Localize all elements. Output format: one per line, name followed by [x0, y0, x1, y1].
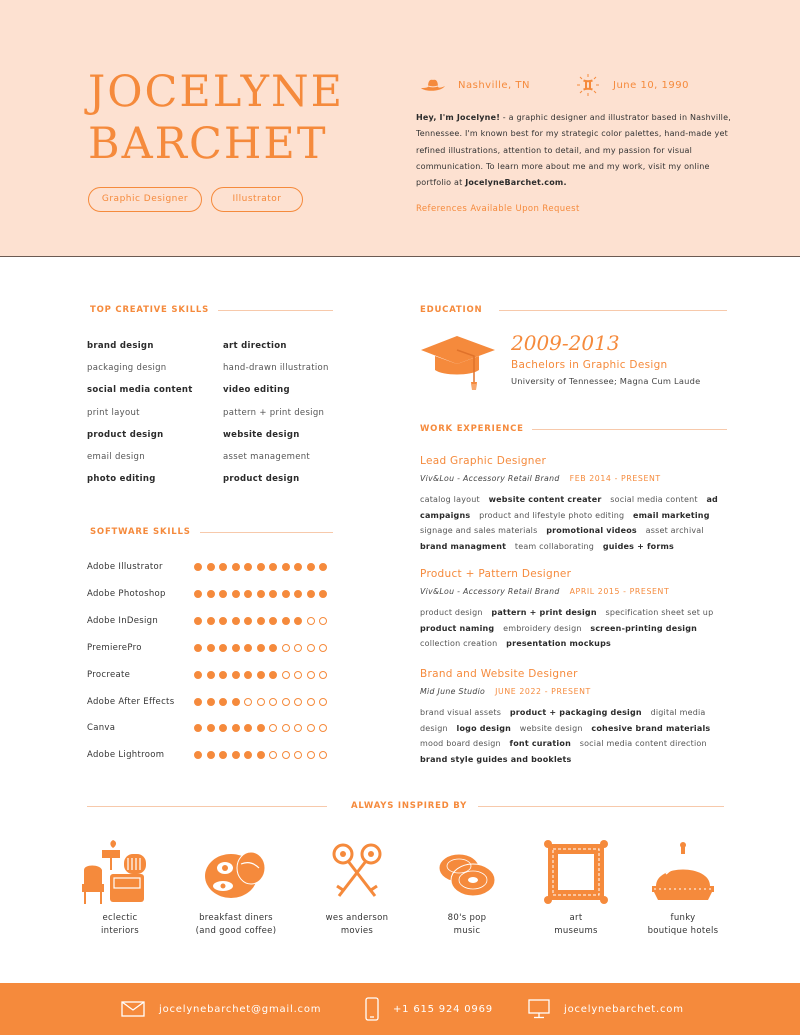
- responsibility-tag: embroidery design: [503, 623, 582, 633]
- skill-item: website design: [223, 429, 300, 440]
- level-dot-filled: [319, 590, 327, 598]
- level-dot-filled: [257, 751, 265, 759]
- skill-level-meter: [194, 617, 327, 625]
- level-dot-empty: [319, 644, 327, 652]
- level-dot-filled: [232, 751, 240, 759]
- responsibility-tag: promotional videos: [546, 526, 637, 536]
- level-dot-filled: [282, 563, 290, 571]
- birthday: [573, 76, 689, 94]
- level-dot-filled: [232, 698, 240, 706]
- inspired-divider-right: [478, 806, 724, 807]
- skill-item: product design: [223, 474, 300, 485]
- bio-paragraph: [416, 110, 736, 191]
- level-dot-filled: [269, 671, 277, 679]
- level-dot-empty: [282, 751, 290, 759]
- responsibility-tag: asset archival: [645, 526, 704, 536]
- level-dot-filled: [194, 644, 202, 652]
- level-dot-filled: [194, 751, 202, 759]
- skill-level-meter: [194, 563, 327, 571]
- phone-icon: [365, 997, 379, 1021]
- skill-item: art direction: [223, 341, 287, 351]
- footer-website[interactable]: [528, 983, 684, 1035]
- responsibility-tag: social media content direction: [579, 739, 707, 749]
- level-dot-empty: [282, 644, 290, 652]
- inspired-line1: breakfast diners: [199, 913, 273, 923]
- level-dot-filled: [207, 644, 215, 652]
- job-company: Mid June Studio: [420, 687, 486, 696]
- software-label: Canva: [87, 723, 116, 734]
- level-dot-empty: [294, 698, 302, 706]
- level-dot-empty: [319, 724, 327, 732]
- inspired-line1: art: [569, 913, 583, 923]
- software-label: Adobe InDesign: [87, 615, 159, 626]
- birthday-text: June 10, 1990: [613, 79, 689, 91]
- responsibility-tag: catalog layout: [420, 495, 480, 504]
- level-dot-filled: [194, 671, 202, 679]
- bio-greeting: Hey, I'm Jocelyne!: [416, 113, 501, 122]
- level-dot-filled: [194, 617, 202, 625]
- inspired-item: [60, 840, 180, 937]
- level-dot-empty: [307, 617, 315, 625]
- responsibility-tag: website design: [519, 723, 583, 733]
- skill-level-meter: [194, 751, 327, 759]
- level-dot-filled: [244, 590, 252, 598]
- inspired-line2: interiors: [101, 925, 139, 936]
- portfolio-link[interactable]: JocelyneBarchet.com.: [465, 178, 567, 188]
- skills-divider: [218, 310, 333, 311]
- skill-level-meter: [194, 644, 327, 652]
- level-dot-empty: [319, 617, 327, 625]
- job-dates: APRIL 2015 - PRESENT: [569, 587, 670, 596]
- interior-icon: [80, 840, 160, 906]
- software-label: Adobe Illustrator: [87, 562, 163, 572]
- level-dot-filled: [294, 617, 302, 625]
- level-dot-filled: [294, 590, 302, 598]
- level-dot-empty: [307, 671, 315, 679]
- level-dot-filled: [232, 671, 240, 679]
- level-dot-empty: [294, 751, 302, 759]
- last-name: BARCHET: [88, 119, 328, 169]
- level-dot-empty: [294, 724, 302, 732]
- role-badge-illustrator: Illustrator: [211, 187, 303, 212]
- level-dot-filled: [232, 617, 240, 625]
- footer-phone-text: +1 615 924 0969: [393, 1003, 493, 1015]
- level-dot-filled: [219, 671, 227, 679]
- responsibility-tag: product naming: [420, 623, 495, 633]
- level-dot-empty: [307, 644, 315, 652]
- records-icon: [435, 840, 499, 906]
- bell-icon: [648, 840, 718, 906]
- inspired-line1: eclectic: [102, 913, 138, 923]
- level-dot-empty: [319, 751, 327, 759]
- footer-email-text: jocelynebarchet@gmail.com: [159, 1003, 322, 1015]
- skill-item: packaging design: [87, 363, 167, 374]
- inspired-line1: funky: [670, 913, 696, 923]
- header: [0, 0, 800, 257]
- level-dot-filled: [269, 644, 277, 652]
- inspired-item: [176, 840, 296, 937]
- job-dates: JUNE 2022 - PRESENT: [495, 687, 591, 696]
- job-meta: [420, 587, 669, 596]
- level-dot-filled: [269, 590, 277, 598]
- level-dot-filled: [244, 617, 252, 625]
- level-dot-filled: [219, 563, 227, 571]
- level-dot-empty: [307, 698, 315, 706]
- level-dot-filled: [194, 698, 202, 706]
- level-dot-empty: [307, 751, 315, 759]
- inspired-line1: 80's pop: [447, 913, 487, 923]
- level-dot-filled: [307, 590, 315, 598]
- footer-email[interactable]: [121, 983, 321, 1035]
- responsibility-tag: signage and sales materials: [420, 526, 538, 536]
- first-name: JOCELYNE: [88, 67, 344, 117]
- level-dot-filled: [244, 751, 252, 759]
- level-dot-filled: [244, 563, 252, 571]
- inspired-line2: (and good coffee): [195, 925, 277, 936]
- work-section-title: WORK EXPERIENCE: [420, 424, 524, 434]
- responsibility-tag: website content creater: [488, 495, 602, 504]
- footer-phone[interactable]: [365, 983, 493, 1035]
- software-label: Adobe After Effects: [87, 696, 175, 707]
- level-dot-empty: [269, 724, 277, 732]
- references-note: References Available Upon Request: [416, 204, 580, 214]
- inspired-line2: museums: [554, 925, 598, 936]
- level-dot-filled: [282, 617, 290, 625]
- inspired-section-title: ALWAYS INSPIRED BY: [351, 801, 468, 811]
- level-dot-filled: [257, 617, 265, 625]
- keys-icon: [327, 840, 387, 906]
- responsibility-tag: pattern + print design: [491, 608, 597, 617]
- inspired-line2: movies: [340, 925, 374, 936]
- level-dot-empty: [244, 698, 252, 706]
- responsibility-tag: product and lifestyle photo editing: [479, 510, 625, 520]
- level-dot-filled: [282, 590, 290, 598]
- responsibility-tag: product design: [420, 608, 483, 617]
- job-title: Product + Pattern Designer: [420, 568, 572, 580]
- responsibility-tag: brand managment: [420, 542, 507, 552]
- skill-item: social media content: [87, 385, 193, 396]
- level-dot-filled: [257, 590, 265, 598]
- level-dot-filled: [244, 724, 252, 732]
- skills-section-title: TOP CREATIVE SKILLS: [90, 305, 210, 315]
- location-text: Nashville, TN: [458, 79, 531, 91]
- inspired-item: [297, 840, 417, 937]
- responsibility-tag: logo design: [456, 723, 512, 733]
- software-label: Adobe Lightroom: [87, 750, 165, 761]
- skill-item: pattern + print design: [223, 407, 325, 418]
- location: [418, 76, 530, 94]
- level-dot-empty: [257, 698, 265, 706]
- level-dot-empty: [282, 671, 290, 679]
- level-dot-empty: [294, 644, 302, 652]
- education-divider: [499, 310, 727, 311]
- level-dot-filled: [219, 617, 227, 625]
- software-label: Adobe Photoshop: [87, 588, 166, 599]
- level-dot-filled: [207, 724, 215, 732]
- job-meta: [420, 687, 591, 696]
- footer-website-text: jocelynebarchet.com: [564, 1003, 684, 1015]
- level-dot-filled: [207, 563, 215, 571]
- level-dot-filled: [244, 671, 252, 679]
- responsibility-tag: product + packaging design: [509, 708, 642, 717]
- level-dot-filled: [219, 590, 227, 598]
- education-section-title: EDUCATION: [420, 305, 483, 315]
- footer: [0, 983, 800, 1035]
- level-dot-filled: [207, 698, 215, 706]
- bio-text: - a graphic designer and illustrator based in Nashville, Tennessee. I'm known best for my strategic color palettes, hand-made yet refined illustrations, attention to detail, and my passion for visual communication. To learn more about me and my work, visit my online portfolio at: [416, 113, 731, 188]
- level-dot-filled: [269, 617, 277, 625]
- skill-item: hand-drawn illustration: [223, 363, 329, 374]
- level-dot-filled: [219, 644, 227, 652]
- responsibility-tag: digital media design: [420, 708, 706, 733]
- skill-level-meter: [194, 590, 327, 598]
- responsibility-tag: ad campaigns: [420, 495, 718, 520]
- level-dot-filled: [269, 563, 277, 571]
- level-dot-filled: [244, 644, 252, 652]
- breakfast-icon: [201, 840, 271, 906]
- education-school: University of Tennessee; Magna Cum Laude: [511, 376, 701, 386]
- level-dot-filled: [207, 671, 215, 679]
- education-degree: Bachelors in Graphic Design: [511, 359, 668, 371]
- inspired-line2: boutique hotels: [647, 925, 719, 936]
- responsibility-tag: collection creation: [420, 639, 498, 649]
- education-years: 2009-2013: [511, 331, 620, 355]
- skill-level-meter: [194, 698, 327, 706]
- job-title: Brand and Website Designer: [420, 668, 578, 680]
- level-dot-empty: [282, 698, 290, 706]
- responsibility-tag: font curation: [509, 739, 571, 749]
- job-meta: [420, 474, 661, 483]
- level-dot-filled: [257, 671, 265, 679]
- inspired-item: [516, 840, 636, 937]
- job-company: Viv&Lou - Accessory Retail Brand: [420, 587, 560, 596]
- level-dot-filled: [207, 751, 215, 759]
- level-dot-filled: [219, 751, 227, 759]
- level-dot-empty: [269, 751, 277, 759]
- skill-level-meter: [194, 724, 327, 732]
- level-dot-empty: [319, 671, 327, 679]
- level-dot-filled: [194, 724, 202, 732]
- skill-item: brand design: [87, 341, 154, 351]
- skill-level-meter: [194, 671, 327, 679]
- level-dot-filled: [257, 644, 265, 652]
- skill-item: print layout: [87, 407, 140, 418]
- responsibility-tag: presentation mockups: [506, 639, 611, 649]
- level-dot-empty: [319, 698, 327, 706]
- level-dot-filled: [319, 563, 327, 571]
- responsibility-tag: email marketing: [633, 510, 710, 520]
- skill-item: asset management: [223, 452, 311, 462]
- skill-item: photo editing: [87, 474, 156, 485]
- job-responsibilities: [420, 705, 740, 768]
- level-dot-filled: [207, 617, 215, 625]
- level-dot-filled: [232, 563, 240, 571]
- level-dot-filled: [232, 644, 240, 652]
- level-dot-filled: [257, 724, 265, 732]
- inspired-line1: wes anderson: [325, 913, 389, 923]
- monitor-icon: [528, 999, 550, 1019]
- level-dot-filled: [194, 563, 202, 571]
- level-dot-filled: [194, 590, 202, 598]
- level-dot-filled: [219, 724, 227, 732]
- graduation-cap-icon: [419, 334, 497, 392]
- level-dot-filled: [232, 590, 240, 598]
- level-dot-filled: [307, 563, 315, 571]
- software-label: PremierePro: [87, 642, 142, 653]
- software-section-title: SOFTWARE SKILLS: [90, 527, 191, 537]
- responsibility-tag: brand visual assets: [420, 708, 502, 717]
- job-dates: FEB 2014 - PRESENT: [569, 474, 661, 483]
- software-label: Procreate: [87, 669, 131, 680]
- software-divider: [200, 532, 333, 533]
- level-dot-filled: [232, 724, 240, 732]
- level-dot-filled: [294, 563, 302, 571]
- responsibility-tag: brand style guides and booklets: [420, 755, 572, 765]
- skill-item: video editing: [223, 385, 290, 396]
- level-dot-filled: [207, 590, 215, 598]
- role-badge-graphic-designer: Graphic Designer: [88, 187, 202, 212]
- level-dot-filled: [219, 698, 227, 706]
- job-company: Viv&Lou - Accessory Retail Brand: [420, 474, 560, 483]
- responsibility-tag: mood board design: [420, 739, 501, 749]
- level-dot-empty: [282, 724, 290, 732]
- level-dot-empty: [269, 698, 277, 706]
- responsibility-tag: guides + forms: [602, 542, 675, 552]
- responsibility-tag: specification sheet set up: [605, 608, 714, 617]
- job-responsibilities: [420, 492, 740, 555]
- cowboy-hat-icon: [418, 76, 448, 94]
- level-dot-empty: [294, 671, 302, 679]
- job-responsibilities: [420, 605, 740, 652]
- responsibility-tag: screen-printing design: [590, 623, 698, 633]
- gemini-icon: [573, 76, 603, 94]
- responsibility-tag: social media content: [610, 495, 698, 504]
- inspired-item: [407, 840, 527, 937]
- skill-item: product design: [87, 429, 164, 440]
- envelope-icon: [121, 1001, 145, 1017]
- job-title: Lead Graphic Designer: [420, 455, 547, 467]
- work-divider: [532, 429, 727, 430]
- level-dot-filled: [257, 563, 265, 571]
- inspired-line2: music: [453, 925, 481, 936]
- responsibility-tag: team collaborating: [514, 542, 595, 552]
- inspired-divider-left: [87, 806, 327, 807]
- level-dot-empty: [307, 724, 315, 732]
- inspired-item: [623, 840, 743, 937]
- responsibility-tag: cohesive brand materials: [591, 723, 711, 733]
- name-heading: [88, 66, 344, 170]
- frame-icon: [544, 840, 608, 906]
- skill-item: email design: [87, 452, 145, 462]
